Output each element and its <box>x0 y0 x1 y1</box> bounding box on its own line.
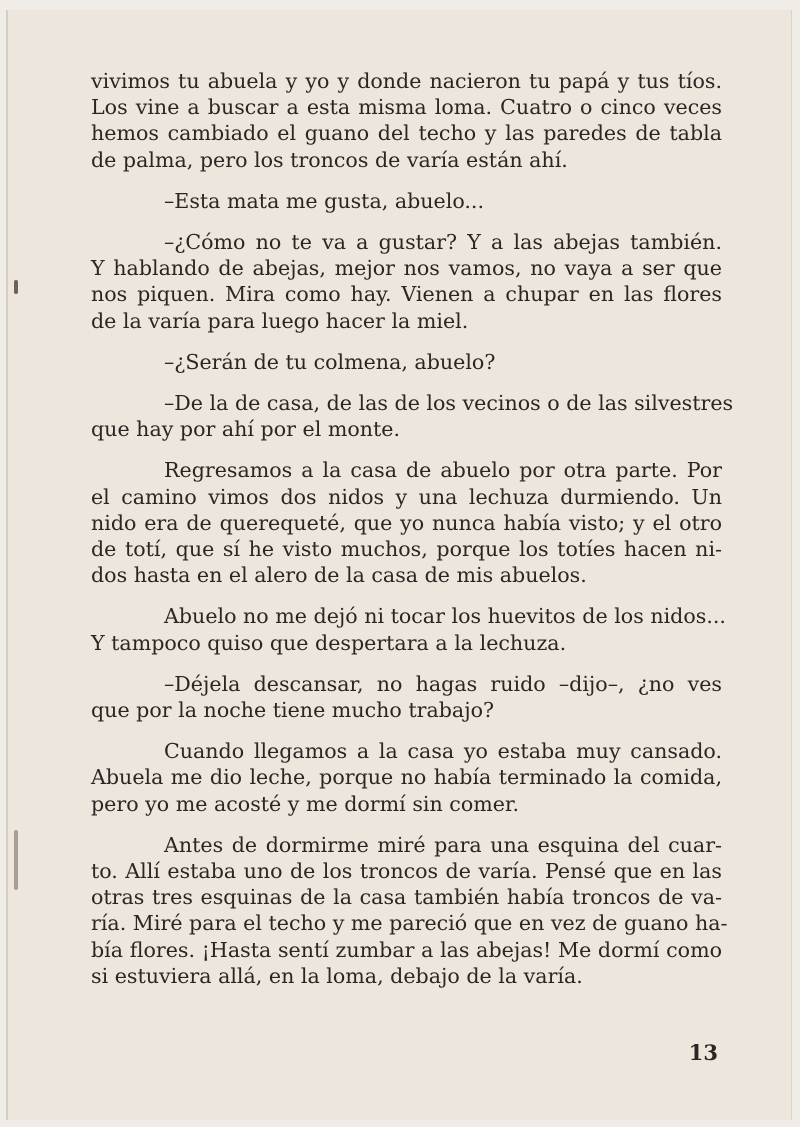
binding-mark <box>14 830 18 890</box>
text-line: vivimos tu abuela y yo y donde nacieron tu papá y tus tíos. <box>91 69 722 93</box>
text-line: Cuando llegamos a la casa yo estaba muy cansado. <box>164 739 722 764</box>
text-line: dos hasta en el alero de la casa de mis abuelos. <box>91 563 587 588</box>
text-line: Abuela me dio leche, porque no había terminado la comida, <box>91 765 722 790</box>
text-line: de la varía para luego hacer la miel. <box>91 308 469 333</box>
paragraph <box>91 188 722 214</box>
paragraph <box>91 832 728 989</box>
text-line: –¿Serán de tu colmena, abuelo? <box>164 349 496 374</box>
binding-mark <box>14 280 18 294</box>
paragraph <box>91 390 734 442</box>
text-line: si estuviera allá, en la loma, debajo de la varía. <box>91 963 583 988</box>
paragraph <box>91 68 722 173</box>
text-line: pero yo me acosté y me dormí sin comer. <box>91 791 520 816</box>
text-line: bía flores. ¡Hasta sentí zumbar a las abejas! Me dormí como <box>91 937 722 962</box>
paragraph <box>91 671 722 723</box>
text-line: Abuelo no me dejó ni tocar los huevitos de los nidos... <box>164 604 726 629</box>
text-line: Regresamos a la casa de abuelo por otra parte. Por <box>164 458 722 483</box>
text-line: que por la noche tiene mucho trabajo? <box>91 698 495 723</box>
paragraph <box>91 738 722 817</box>
page-text <box>91 68 734 1004</box>
text-line: ría. Miré para el techo y me pareció que en vez de guano ha- <box>91 911 728 936</box>
paragraph <box>91 603 726 655</box>
text-line: –De la de casa, de las de los vecinos o de las silvestres <box>164 391 734 416</box>
paragraph <box>91 349 722 375</box>
text-line: de palma, pero los troncos de varía están ahí. <box>91 147 568 172</box>
text-line: el camino vimos dos nidos y una lechuza durmiendo. Un <box>91 484 722 509</box>
text-line: Antes de dormirme miré para una esquina del cuar- <box>164 832 722 857</box>
text-line: hemos cambiado el guano del techo y las paredes de tabla <box>91 121 722 146</box>
text-line: Los vine a buscar a esta misma loma. Cuatro o cinco veces <box>91 95 722 120</box>
text-line: que hay por ahí por el monte. <box>91 417 401 442</box>
text-line: –Esta mata me gusta, abuelo... <box>164 188 484 213</box>
text-line: de totí, que sí he visto muchos, porque los totíes hacen ni- <box>91 537 722 562</box>
text-line: Y hablando de abejas, mejor nos vamos, no vaya a ser que <box>91 256 722 281</box>
page-number: 13 <box>688 1040 718 1065</box>
text-line: nos piquen. Mira como hay. Vienen a chupar en las flores <box>91 282 722 307</box>
paragraph <box>91 457 722 588</box>
text-line: nido era de querequeté, que yo nunca había visto; y el otro <box>91 510 722 535</box>
paragraph <box>91 229 722 334</box>
text-line: –Déjela descansar, no hagas ruido –dijo–, ¿no ves <box>164 671 722 696</box>
text-line: Y tampoco quiso que despertara a la lechuza. <box>91 630 567 655</box>
text-line: –¿Cómo no te va a gustar? Y a las abejas también. <box>164 230 722 255</box>
text-line: to. Allí estaba uno de los troncos de varía. Pensé que en las <box>91 859 722 884</box>
text-line: otras tres esquinas de la casa también había troncos de va- <box>91 885 722 910</box>
